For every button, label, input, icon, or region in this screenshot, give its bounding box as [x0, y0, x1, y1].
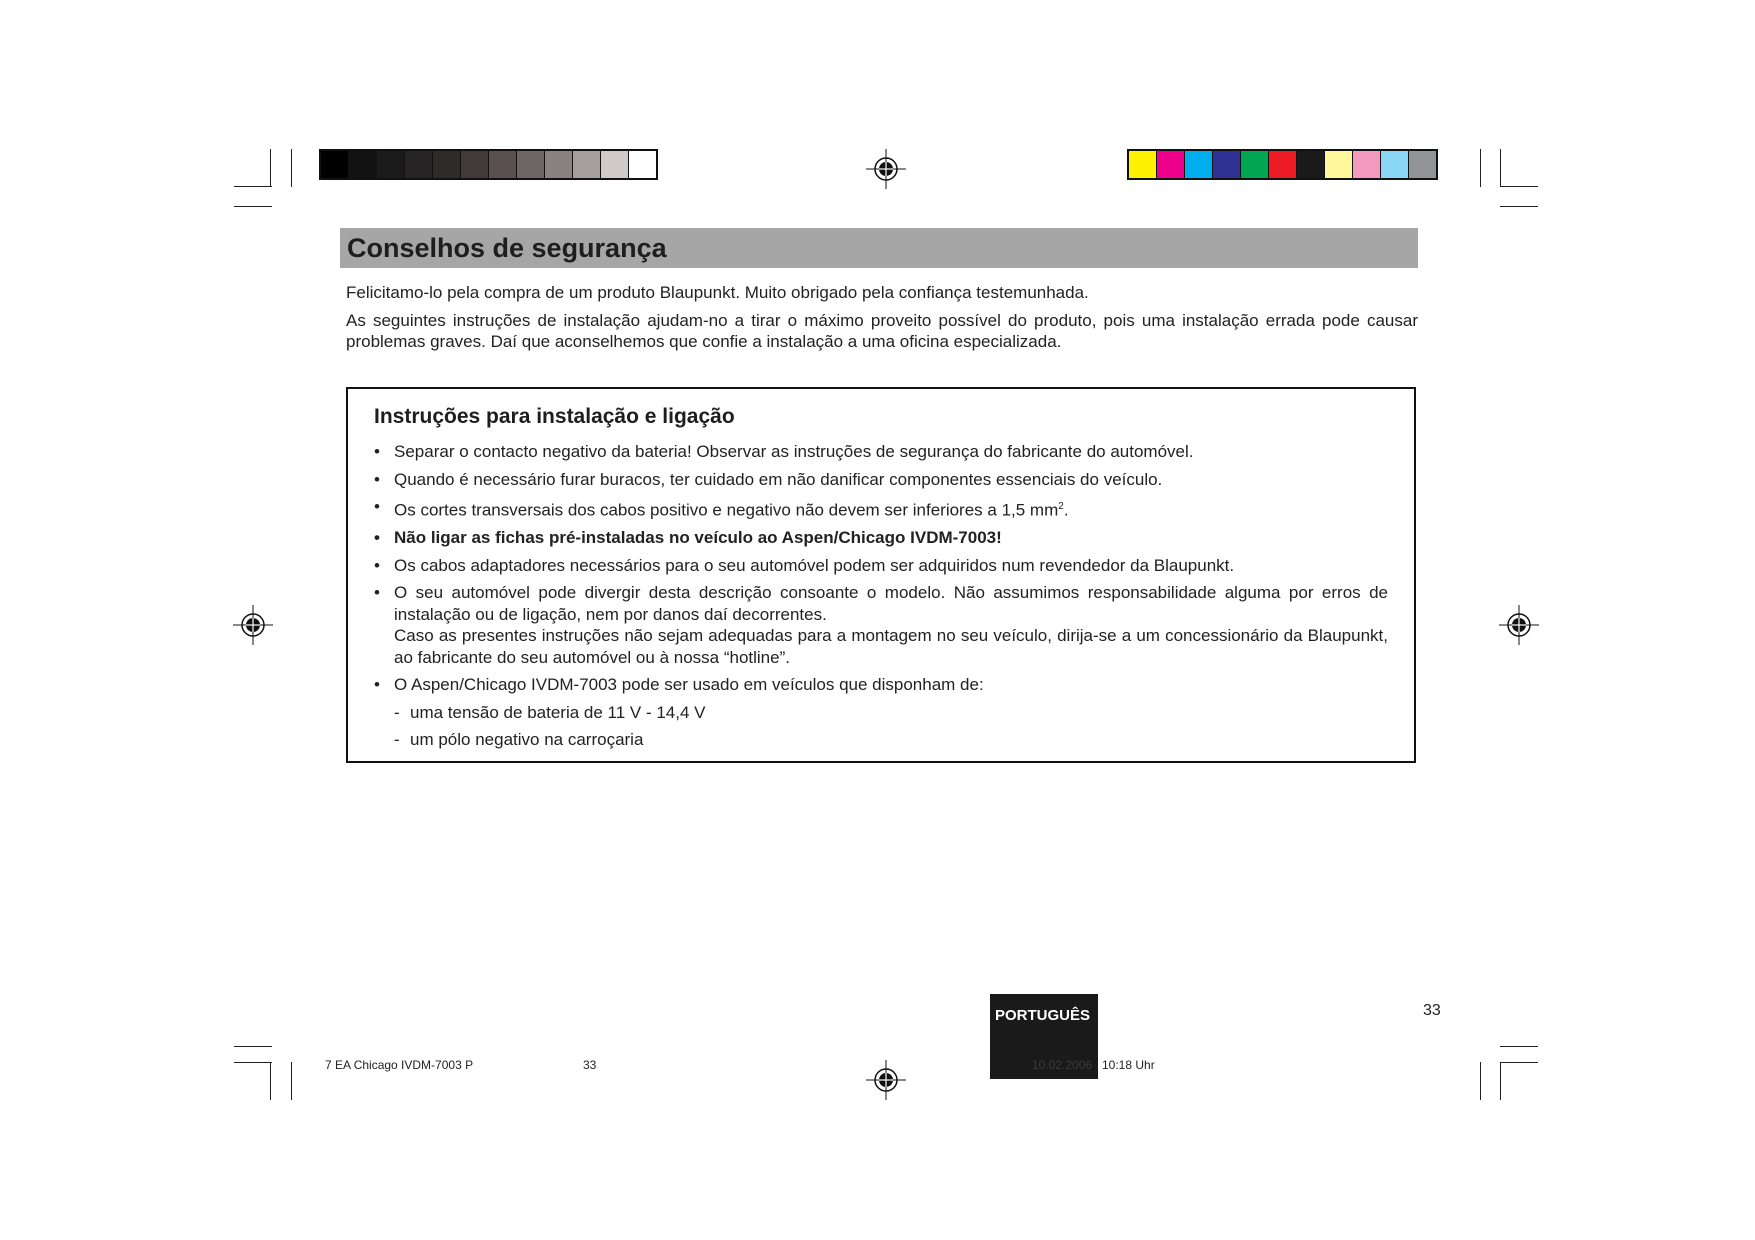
page-number: 33 [1423, 1002, 1441, 1019]
list-item-text: Os cabos adaptadores necessários para o seu automóvel podem ser adquiridos num revendedor da Blaupunkt. [394, 555, 1235, 575]
footer-page: 33 [583, 1058, 597, 1072]
list-item [374, 582, 1388, 668]
bullet-icon: • [374, 528, 380, 548]
color-swatch [321, 151, 349, 178]
crop-mark [1500, 206, 1538, 207]
color-swatch [1129, 151, 1157, 178]
color-swatch [1297, 151, 1325, 178]
color-swatch [1157, 151, 1185, 178]
intro-text [346, 282, 1418, 303]
color-swatch [1185, 151, 1213, 178]
list-item-text: Quando é necessário furar buracos, ter cuidado em não danificar componentes essenciais do veículo. [394, 469, 1163, 489]
registration-mark-icon [866, 1060, 906, 1100]
bullet-icon: • [374, 497, 380, 516]
registration-mark-icon [866, 149, 906, 189]
list-item-text: O seu automóvel pode divergir desta descrição consoante o modelo. Não assumimos responsabilidade alguma por erros de instalação ou de ligação, nem por danos daí decorrentes. [394, 583, 1388, 624]
crop-mark [291, 1062, 292, 1100]
list-item [374, 496, 1388, 521]
list-item-text: Os cortes transversais dos cabos positivo e negativo não devem ser inferiores a 1,5 mm [394, 500, 1059, 520]
bullet-icon: • [374, 442, 380, 461]
sub-list-item [374, 729, 1388, 751]
list-item-text: uma tensão de bateria de 11 V - 14,4 V [410, 702, 706, 722]
color-swatch [349, 151, 377, 178]
bullet-icon: • [374, 583, 380, 603]
crop-mark [270, 149, 271, 187]
color-calibration-bar [1127, 149, 1438, 180]
gray-calibration-bar [319, 149, 658, 180]
footer-date: 10.02.2006 [1032, 1058, 1093, 1072]
list-item-text: Caso as presentes instruções não sejam adequadas para a montagem no seu veículo, dirija-se a um concessionário da Blaupunkt, ao fabricante do seu automóvel ou à nossa “hotline”. [394, 626, 1388, 667]
list-item-text: O Aspen/Chicago IVDM-7003 pode ser usado em veículos que disponham de: [394, 675, 984, 695]
color-swatch [461, 151, 489, 178]
color-swatch [1381, 151, 1409, 178]
language-label: PORTUGUÊS [995, 1007, 1091, 1024]
crop-mark [1500, 1062, 1501, 1100]
color-swatch [1213, 151, 1241, 178]
intro-text [346, 310, 1418, 352]
color-swatch [377, 151, 405, 178]
instructions-list [374, 441, 1388, 757]
color-swatch [629, 151, 656, 178]
list-item-text: Não ligar as fichas pré-instaladas no veículo ao Aspen/Chicago IVDM-7003! [394, 528, 1002, 548]
intro-paragraph-2: As seguintes instruções de instalação ajudam-no a tirar o máximo proveito possível do produto, pois uma instalação errada pode causar problemas graves. Daí que aconselhemos que confie a instalação a uma oficina especializada. [346, 311, 1418, 351]
list-item-text: . [1063, 500, 1069, 520]
intro-paragraph-1: Felicitamo-lo pela compra de um produto Blaupunkt. Muito obrigado pela confiança testemunhada. [346, 283, 1089, 302]
color-swatch [601, 151, 629, 178]
list-item-text: Separar o contacto negativo da bateria! Observar as instruções de segurança do fabricante do automóvel. [394, 442, 1194, 461]
crop-mark [1500, 186, 1538, 187]
color-swatch [1269, 151, 1297, 178]
crop-mark [1500, 149, 1501, 187]
color-swatch [1409, 151, 1436, 178]
page-title: Conselhos de segurança [347, 233, 667, 263]
color-swatch [405, 151, 433, 178]
color-swatch [1325, 151, 1353, 178]
color-swatch [1353, 151, 1381, 178]
bullet-icon: • [374, 675, 380, 695]
color-swatch [489, 151, 517, 178]
bullet-icon: • [374, 469, 380, 489]
instructions-heading: Instruções para instalação e ligação [374, 405, 735, 428]
crop-mark [270, 1062, 271, 1100]
bullet-icon: • [374, 555, 380, 575]
crop-mark [234, 1062, 272, 1063]
dash-icon: - [394, 702, 400, 722]
list-item-text: um pólo negativo na carroçaria [410, 730, 644, 750]
crop-mark [234, 1046, 272, 1047]
color-swatch [545, 151, 573, 178]
crop-mark [1480, 149, 1481, 187]
footer-time: 10:18 Uhr [1102, 1058, 1155, 1072]
registration-mark-icon [233, 605, 273, 645]
footer-file-name: 7 EA Chicago IVDM-7003 P [325, 1058, 474, 1072]
sub-list-item [374, 702, 1388, 724]
list-item [374, 441, 1388, 463]
dash-icon: - [394, 730, 400, 750]
crop-mark [291, 149, 292, 187]
crop-mark [234, 186, 272, 187]
color-swatch [1241, 151, 1269, 178]
instructions-box [346, 387, 1416, 763]
crop-mark [1500, 1062, 1538, 1063]
registration-mark-icon [1499, 605, 1539, 645]
color-swatch [573, 151, 601, 178]
section-title-bar [340, 228, 1418, 268]
list-item [374, 469, 1388, 491]
color-swatch [433, 151, 461, 178]
superscript: 2 [1058, 501, 1064, 512]
list-item-warning [374, 527, 1388, 549]
color-swatch [517, 151, 545, 178]
list-item [374, 674, 1388, 696]
crop-mark [1500, 1046, 1538, 1047]
crop-mark [234, 206, 272, 207]
crop-mark [1480, 1062, 1481, 1100]
list-item [374, 555, 1388, 577]
